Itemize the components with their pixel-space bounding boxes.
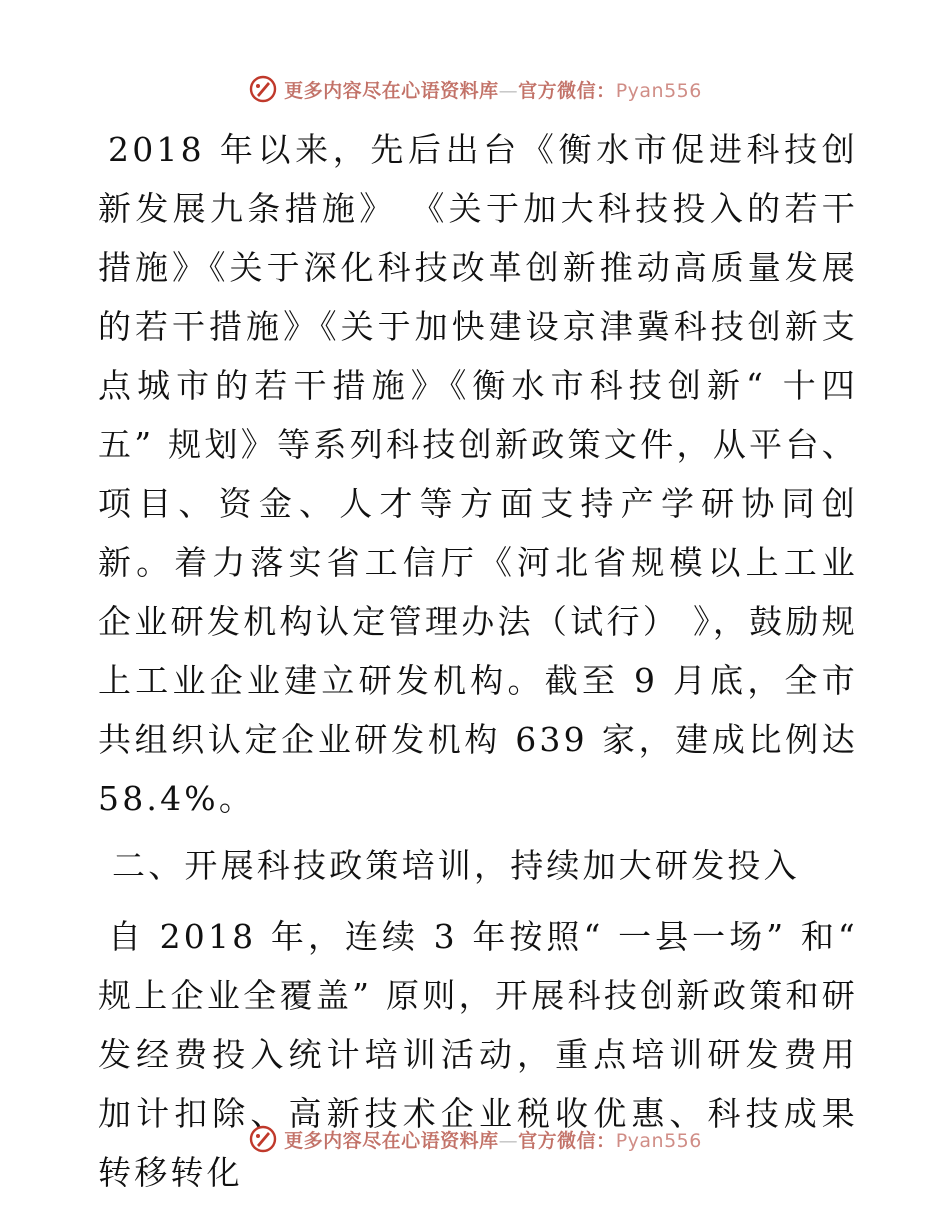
document-body xyxy=(98,120,858,1202)
seal-logo-icon xyxy=(248,74,278,104)
paragraph-2: 自 2018 年，连续 3 年按照“ 一县一场” 和“ 规上企业全覆盖” 原则，开展科技创新政策和研发经费投入统计培训活动，重点培训研发费用加计扣除、高新技术企业税收优惠、科技成果转移转化 xyxy=(98,917,858,1192)
watermark-separator: — xyxy=(498,79,519,102)
watermark-separator: — xyxy=(498,1129,519,1152)
watermark-wechat-id: Pyan556 xyxy=(615,1129,702,1152)
watermark-contact: 官方微信： xyxy=(518,79,616,102)
header-watermark xyxy=(0,74,950,104)
section-heading-2: 二、开展科技政策培训，持续加大研发投入 xyxy=(112,846,800,885)
footer-watermark xyxy=(0,1124,950,1154)
watermark-wechat-id: Pyan556 xyxy=(615,79,702,102)
paragraph-1: 2018 年以来，先后出台《衡水市促进科技创新发展九条措施》 《关于加大科技投入的若干措施》《关于深化科技改革创新推动高质量发展的若干措施》《关于加快建设京津冀科技创新支点城市的若干措施》《衡水市科技创新“ 十四五” 规划》等系列科技创新政策文件，从平台、项目、资金、人才等方面支持产学研协同创新。着力落实省工信厅《河北省规模以上工业企业研发机构认定管理办法（试行） 》，鼓励规上工业企业建立研发机构。截至 9 月底，全市共组织认定企业研发机构 639 家，建成比例达 58.4%。 xyxy=(98,130,858,818)
watermark-label: 更多内容尽在心语资料库 xyxy=(284,79,499,102)
watermark-label: 更多内容尽在心语资料库 xyxy=(284,1129,499,1152)
seal-logo-icon xyxy=(248,1124,278,1154)
watermark-text xyxy=(284,1126,702,1153)
watermark-text xyxy=(284,76,702,103)
watermark-contact: 官方微信： xyxy=(518,1129,616,1152)
